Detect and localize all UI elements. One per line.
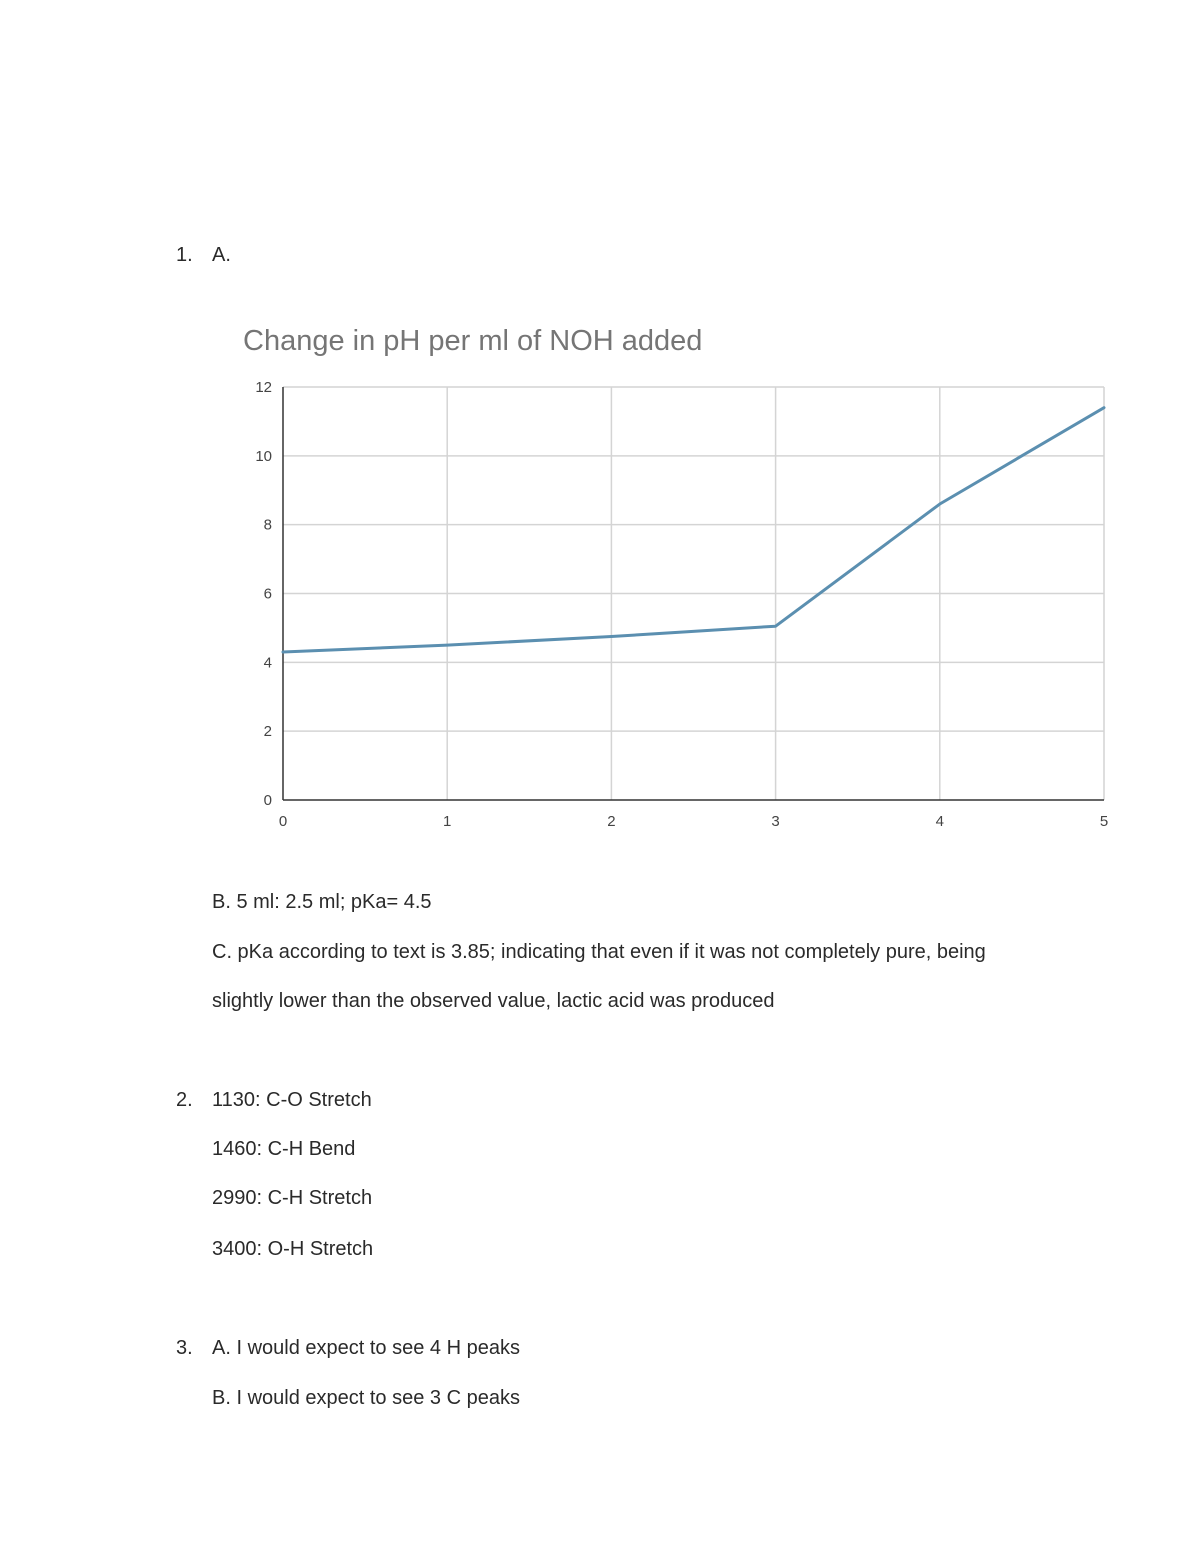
q3-number: 3. [176,1337,193,1359]
x-tick-label: 0 [278,813,288,830]
q1-part-a: A. [212,244,231,266]
q1-part-c-line2: slightly lower than the observed value, lactic acid was produced [212,990,775,1012]
q2-line-2: 1460: C-H Bend [212,1138,356,1160]
chart-x-tick-labels [279,813,1108,830]
y-tick-label: 0 [263,792,272,809]
x-tick-label: 4 [935,813,944,830]
x-tick-label: 1 [443,813,452,830]
chart-title: Change in pH per ml of NOH added [243,325,703,357]
y-tick-label: 10 [255,447,272,465]
chart-y-tick-labels [255,379,272,809]
y-tick-label: 2 [263,723,272,741]
q2-line-1: 1130: C-O Stretch [212,1089,372,1111]
q1-part-b: B. 5 ml: 2.5 ml; pKa= 4.5 [212,891,432,913]
q2-line-4: 3400: O-H Stretch [212,1238,374,1260]
series-line [283,408,1104,652]
y-tick-label: 12 [255,379,272,396]
y-tick-label: 8 [263,516,272,534]
chart-gridlines [283,387,1104,800]
q2-line-3: 2990: C-H Stretch [212,1187,373,1209]
q1-number: 1. [176,244,193,266]
q3-line-b: B. I would expect to see 3 C peaks [212,1387,520,1409]
q1-part-c-line1: C. pKa according to text is 3.85; indicating that even if it was not completely pure, being [212,941,986,963]
y-tick-label: 6 [263,585,272,603]
q3-line-a: A. I would expect to see 4 H peaks [212,1337,520,1359]
x-tick-label: 5 [1099,813,1109,830]
y-tick-label: 4 [263,654,272,672]
q2-number: 2. [176,1089,193,1111]
x-tick-label: 2 [607,813,616,830]
chart-series [283,408,1104,653]
x-tick-label: 3 [771,813,780,830]
